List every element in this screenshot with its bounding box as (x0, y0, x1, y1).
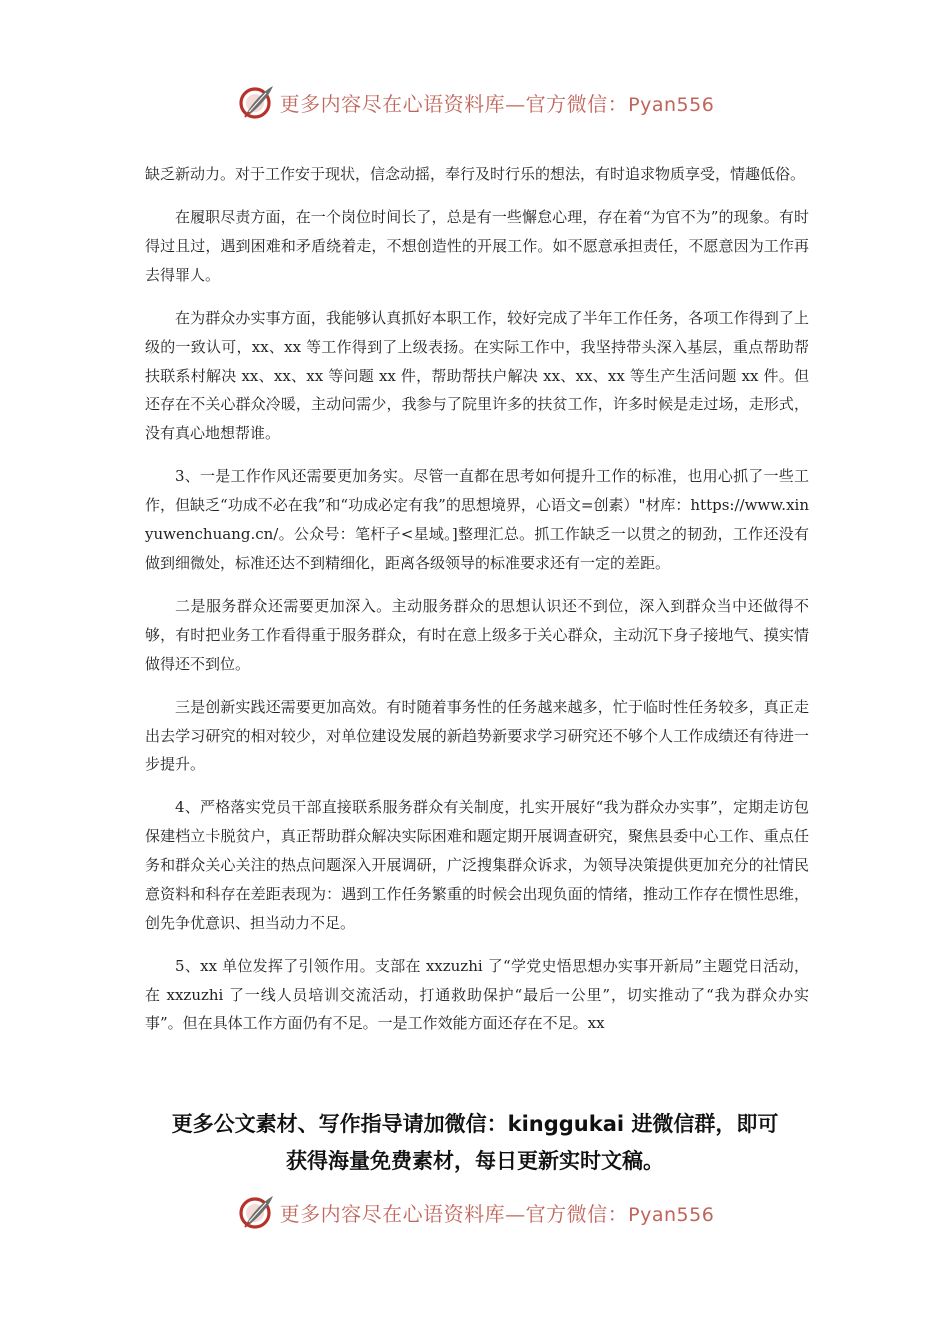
paragraph-8: 5、xx 单位发挥了引领作用。支部在 xxzuzhi 了“学党史悟思想办实事开新局”主题党日活动，在 xxzuzhi 了一线人员培训交流活动，打通救助保护“最后一公里”，切实推动了“我为群众办实事”。但在具体工作方面仍有不足。一是工作效能方面还存在不足。xx (145, 956, 809, 1033)
paragraph-7: 4、严格落实党员干部直接联系服务群众有关制度，扎实开展好“我为群众办实事”，定期走访包保建档立卡脱贫户，真正帮助群众解决实际困难和题定期开展调查研究，聚焦县委中心工作、重点任务和群众关心关注的热点问题深入开展调研，广泛搜集群众诉求，为领导决策提供更加充分的社情民意资料和科存在差距表现为：遇到工作任务繁重的时候会出现负面的情绪，推动工作存在惯性思维，创先争优意识、担当动力不足。 (145, 798, 809, 932)
header-banner-label: 更多内容尽在心语资料库—官方微信： (279, 91, 629, 116)
promo-line-1: 更多公文素材、写作指导请加微信：kinggukai 进微信群，即可 (171, 1112, 779, 1136)
header-banner (0, 80, 950, 124)
footer-banner-label: 更多内容尽在心语资料库—官方微信： (279, 1201, 629, 1226)
promo-block (120, 1106, 830, 1180)
paragraph-6: 三是创新实践还需要更加高效。有时随着事务性的任务越来越多，忙于临时性任务较多，真正走出去学习研究的相对较少，对单位建设发展的新趋势新要求学习研究还不够个人工作成绩还有待进一步提升。 (145, 697, 809, 774)
promo-line-2: 获得海量免费素材，每日更新实时文稿。 (286, 1149, 664, 1173)
footer-banner (0, 1190, 950, 1234)
quill-pen-logo-icon (236, 1192, 276, 1232)
document-body (145, 160, 809, 1053)
paragraph-5: 二是服务群众还需要更加深入。主动服务群众的思想认识还不到位，深入到群众当中还做得不够，有时把业务工作看得重于服务群众，有时在意上级多于关心群众，主动沉下身子接地气、摸实情做得还不到位。 (145, 596, 809, 673)
footer-wechat-id: Pyan556 (628, 1203, 715, 1226)
paragraph-4: 3、一是工作作风还需要更加务实。尽管一直都在思考如何提升工作的标准，也用心抓了一些工作，但缺乏“功成不必在我”和“功成必定有我”的思想境界，心语文=创素）"材库：https://www.xinyuwenchuang.cn/。公众号：笔杆子<星域。]整理汇总。抓工作缺乏一以贯之的韧劲，工作还没有做到细微处，标准还达不到精细化，距离各级领导的标准要求还有一定的差距。 (145, 467, 809, 572)
paragraph-2: 在履职尽责方面，在一个岗位时间长了，总是有一些懈怠心理，存在着“为官不为”的现象。有时得过且过，遇到困难和矛盾绕着走，不想创造性的开展工作。如不愿意承担责任，不愿意因为工作再去得罪人。 (145, 208, 809, 284)
header-wechat-id: Pyan556 (628, 93, 715, 116)
footer-banner-text (280, 1198, 715, 1227)
paragraph-1: 缺乏新动力。对于工作安于现状，信念动摇，奉行及时行乐的想法，有时追求物质享受，情趣低俗。 (145, 165, 806, 183)
quill-pen-logo-icon (236, 82, 276, 122)
header-banner-text (280, 88, 715, 117)
paragraph-3: 在为群众办实事方面，我能够认真抓好本职工作，较好完成了半年工作任务，各项工作得到了上级的一致认可，xx、xx 等工作得到了上级表扬。在实际工作中，我坚持带头深入基层，重点帮助帮扶联系村解决 xx、xx、xx 等问题 xx 件，帮助帮扶户解决 xx、xx、xx 等生产生活问题 xx 件。但还存在不关心群众冷暖，主动问需少，我参与了院里许多的扶贫工作，许多时候是走过场，走形式，没有真心地想帮谁。 (145, 308, 809, 443)
